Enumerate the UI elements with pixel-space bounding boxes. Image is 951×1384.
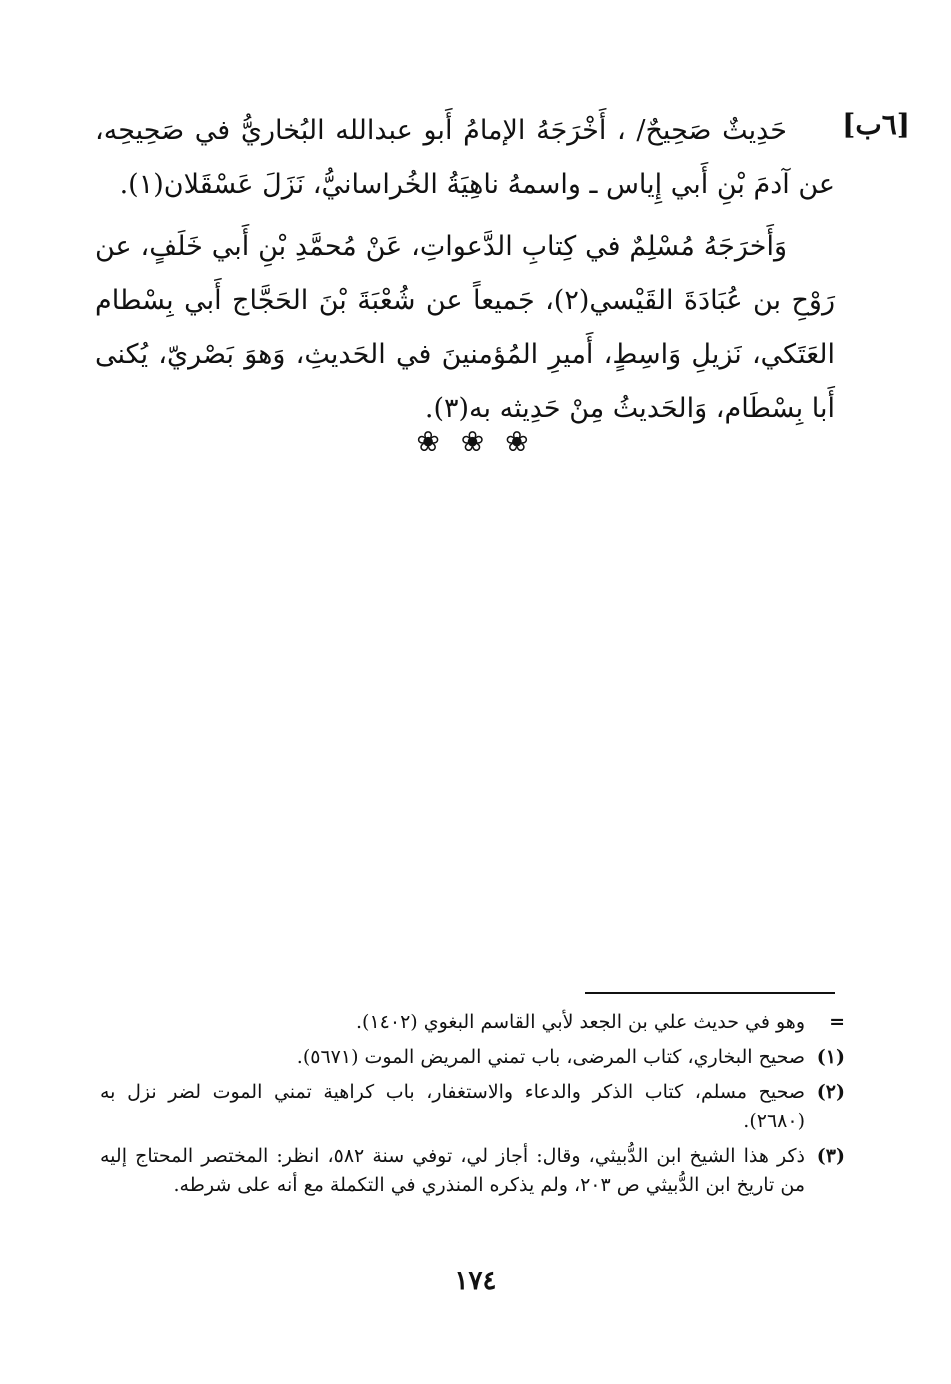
paragraph-2: وَأَخرَجَهُ مُسْلِمٌ في كِتابِ الدَّعواتِ، عَنْ مُحمَّدِ بْنِ أَبي خَلَفٍ، عن رَوْحِ بن عُبَادَةَ القَيْسي(٢)، جَميعاً عن شُعْبَةَ بْنَ الحَجَّاج أَبي بِسْطام العَتَكي، نَزيلِ وَاسِطٍ، أَميرِ المُؤمنينَ في الحَديثِ، وَهوَ بَصْريّ، يُكنى أَبا بِسْطَام، وَالحَديثُ مِنْ حَدِيثه به(٣). <box>95 231 836 424</box>
footnote-number: (٢) <box>816 1081 845 1103</box>
footnote-1 <box>100 1043 845 1072</box>
footnote-continuation <box>100 1008 845 1037</box>
section-separator: ❀ ❀ ❀ <box>416 425 535 458</box>
page-number: ١٧٤ <box>454 1266 497 1296</box>
footnote-number: (١) <box>816 1046 845 1068</box>
footnote-text: ذكر هذا الشيخ ابن الدُّبيثي، وقال: أجاز لي، توفي سنة ٥٨٢، انظر: المختصر المحتاج إليه من تاريخ ابن الدُّبيثي ص ٢٠٣، ولم يذكره المنذري في التكملة مع أنه على شرطه. <box>100 1145 805 1196</box>
paragraph-1: حَدِيثٌ صَحِيحٌ/ ، أَخْرَجَهُ الإمامُ أَبو عبدالله البُخاريُّ في صَحِيحِه، عن آدمَ بْنِ أَبي إِياس ـ واسمهُ ناهِيَةُ الخُراسانيُّ، نَزَلَ عَسْقَلان(١). <box>95 115 835 200</box>
footnote-text: صحيح مسلم، كتاب الذكر والدعاء والاستغفار، باب كراهية تمني الموت لضر نزل به (٢٦٨٠). <box>100 1081 805 1132</box>
footnote-number: = <box>829 1011 845 1033</box>
footnote-text: صحيح البخاري، كتاب المرضى، باب تمني المريض الموت (٥٦٧١). <box>296 1046 805 1068</box>
main-text <box>95 104 835 444</box>
footnote-number: (٣) <box>816 1145 845 1167</box>
footnotes <box>100 1008 845 1206</box>
footnote-text: وهو في حديث علي بن الجعد لأبي القاسم البغوي (١٤٠٢). <box>356 1011 805 1033</box>
footnote-2 <box>100 1078 845 1136</box>
folio-marker: [٦ب] <box>842 108 910 141</box>
footnote-3 <box>100 1142 845 1200</box>
footnote-divider <box>585 992 835 994</box>
